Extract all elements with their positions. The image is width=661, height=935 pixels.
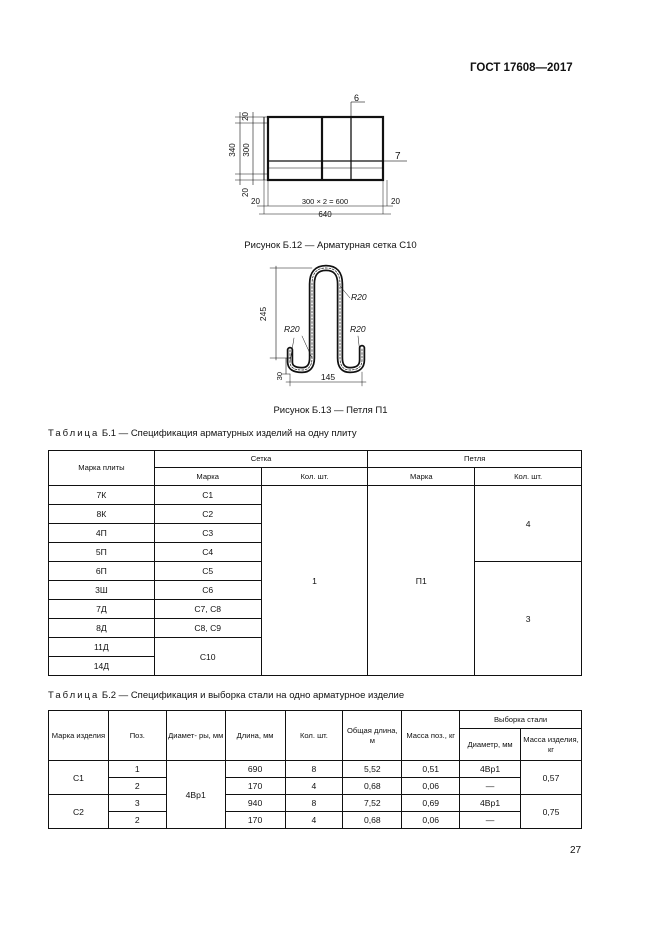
document-header: ГОСТ 17608—2017	[470, 62, 573, 74]
figure-b12-caption: Рисунок Б.12 — Арматурная сетка С10	[244, 240, 417, 251]
loop-qty-a-cell: 4	[475, 486, 582, 562]
dim-30: 30	[275, 372, 284, 381]
table-row: 2 170 4 0,68 0,06 —	[49, 812, 582, 829]
col-mesh: Сетка	[154, 451, 368, 468]
col-loop: Петля	[368, 451, 582, 468]
table-row: 4П С3	[49, 524, 582, 543]
table-b1-title: Таблица Б.1 — Спецификация арматурных изделий на одну плиту	[48, 428, 357, 439]
col-quantity: Кол. шт.	[285, 711, 343, 761]
page-number: 27	[570, 845, 582, 856]
col-loop-qty: Кол. шт.	[475, 468, 582, 486]
table-b2	[48, 710, 582, 829]
col-mesh-mark: Марка	[154, 468, 261, 486]
table-b2-title: Таблица Б.2 — Спецификация и выборка стали на одно арматурное изделие	[48, 690, 405, 701]
mesh-c10-drawing	[215, 90, 415, 225]
table-row: 6П С5 3	[49, 562, 582, 581]
col-sel-mass: Масса изделия, кг	[521, 729, 582, 761]
table-row: 5П С4	[49, 543, 582, 562]
loop-qty-b-cell: 3	[475, 562, 582, 676]
dim-20-left: 20	[251, 197, 260, 206]
col-sel-diameter: Диаметр, мм	[460, 729, 521, 761]
dim-20-right: 20	[391, 197, 400, 206]
table-row: 11Д С10	[49, 638, 582, 657]
col-diameter: Диамет- ры, мм	[166, 711, 225, 761]
col-loop-mark: Марка	[368, 468, 475, 486]
col-plate-brand: Марка плиты	[49, 451, 155, 486]
col-product-brand: Марка изделия	[49, 711, 109, 761]
loop-p1-drawing	[250, 262, 380, 390]
table-row: С2 3 940 8 7,52 0,69 4Вр1 0,75	[49, 795, 582, 812]
table-row: 3Ш С6	[49, 581, 582, 600]
dim-20-bottom: 20	[241, 188, 250, 197]
col-mass: Масса поз., кг	[402, 711, 460, 761]
radius-right: R20	[350, 324, 366, 334]
radius-left: R20	[284, 324, 300, 334]
position-6: 6	[354, 93, 360, 103]
dim-20-top: 20	[241, 112, 250, 121]
dim-300: 300	[242, 143, 251, 157]
radius-top: R20	[351, 292, 367, 302]
table-row: С1 1 4Вр1 690 8 5,52 0,51 4Вр1 0,57	[49, 761, 582, 778]
table-row: 8К С2	[49, 505, 582, 524]
col-mesh-qty: Кол. шт.	[261, 468, 368, 486]
position-7: 7	[395, 151, 401, 162]
loop-mark-cell: П1	[368, 486, 475, 676]
table-row: 7К С1 1 П1 4	[49, 486, 582, 505]
table-row: 14Д	[49, 657, 582, 676]
dim-340: 340	[228, 143, 237, 157]
dim-145: 145	[320, 372, 336, 382]
col-total-length: Общая длина, м	[343, 711, 402, 761]
figure-b13-caption: Рисунок Б.13 — Петля П1	[273, 405, 388, 416]
dim-640: 640	[318, 210, 332, 219]
diameter-cell: 4Вр1	[166, 761, 225, 829]
col-position: Поз.	[108, 711, 166, 761]
table-b1	[48, 450, 582, 676]
dim-span: 300 × 2 = 600	[301, 197, 349, 206]
mesh-qty-cell: 1	[261, 486, 368, 676]
dim-245: 245	[258, 306, 268, 322]
table-row: 8Д С8, С9	[49, 619, 582, 638]
col-steel-selection: Выборка стали	[460, 711, 582, 729]
table-row: 2 170 4 0,68 0,06 —	[49, 778, 582, 795]
table-row: 7Д С7, С8	[49, 600, 582, 619]
col-length: Длина, мм	[225, 711, 285, 761]
